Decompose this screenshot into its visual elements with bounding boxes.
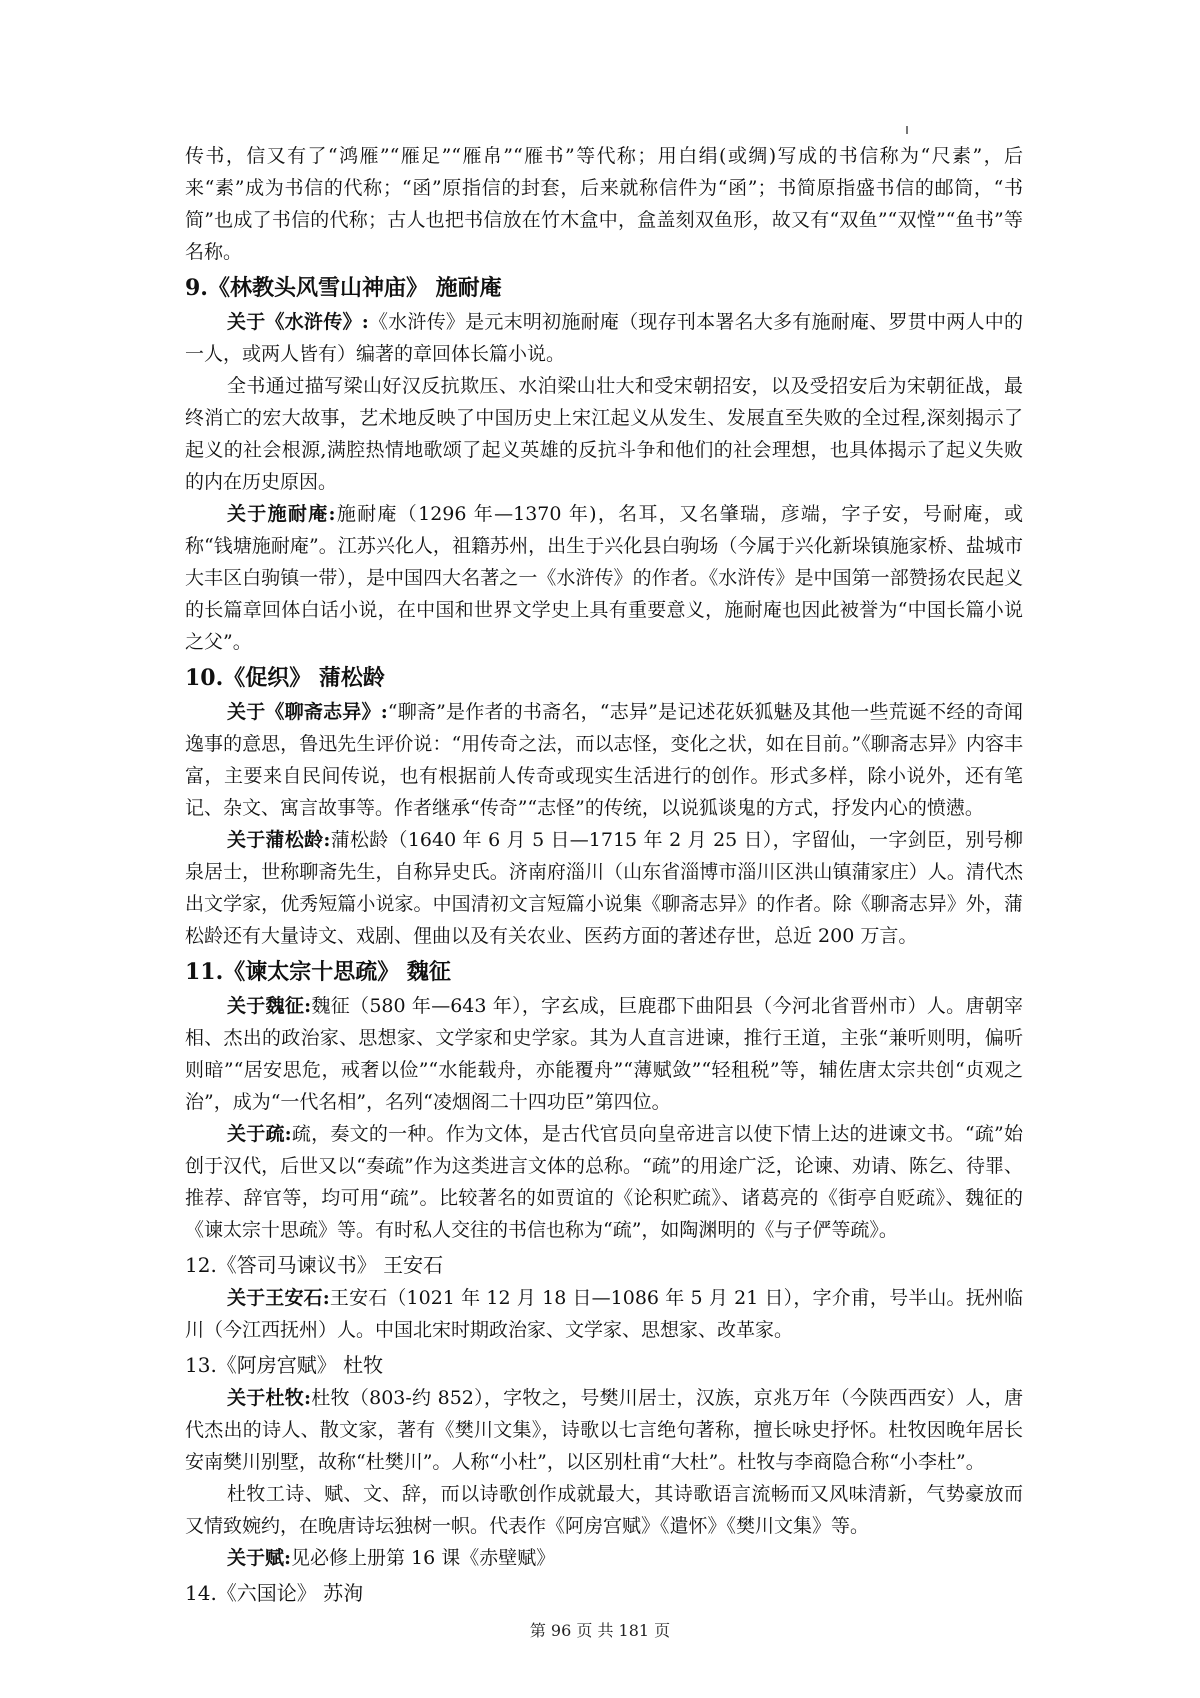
page-footer: 第 96 页 共 181 页: [529, 1621, 671, 1640]
section-10-heading: 10.《促织》 蒲松龄: [185, 665, 385, 691]
section-13: [185, 1348, 1023, 1574]
section-10-para-2: [185, 824, 1023, 952]
para-text: 《水浒传》是元末明初施耐庵（现存刊本署名大多有施耐庵、罗贯中两人中的一人，或两人皆有）编著的章回体长篇小说。: [185, 311, 1023, 365]
para-label: 关于魏征:: [227, 995, 312, 1017]
section-14: [185, 1576, 1023, 1610]
section-9-para-2: 全书通过描写梁山好汉反抗欺压、水泊梁山壮大和受宋朝招安，以及受招安后为宋朝征战，最终消亡的宏大故事，艺术地反映了中国历史上宋江起义从发生、发展直至失败的全过程,深刻揭示了起义的社会根源,满腔热情地歌颂了起义英雄的反抗斗争和他们的社会理想，也具体揭示了起义失败的内在历史原因。: [185, 375, 1023, 493]
para-text: 见必修上册第 16 课《赤壁赋》: [291, 1547, 556, 1569]
section-12-para-1: [185, 1282, 1023, 1346]
continued-paragraph: 传书，信又有了“鸿雁”“雁足”“雁帛”“雁书”等代称；用白绢(或绸)写成的书信称为“尺素”，后来“素”成为书信的代称；“函”原指信的封套，后来就称信件为“函”；书简原指盛书信的邮筒，“书简”也成了书信的代称；古人也把书信放在竹木盒中，盒盖刻双鱼形，故又有“双鱼”“双憆”“鱼书”等名称。: [185, 145, 1023, 263]
section-9: [185, 270, 1023, 658]
para-text: 杜牧（803-约 852），字牧之，号樊川居士，汉族，京兆万年（今陕西西安）人，唐代杰出的诗人、散文家，著有《樊川文集》，诗歌以七言绝句著称，擅长咏史抒怀。杜牧因晚年居长安南樊川别墅，故称“杜樊川”。人称“小杜”，以区别杜甫“大杜”。杜牧与李商隐合称“小李杜”。: [185, 1387, 1023, 1473]
document-page: [185, 140, 1023, 1610]
section-11-heading: 11.《谏太宗十思疏》 魏征: [185, 959, 451, 985]
section-13-para-2: 杜牧工诗、赋、文、辞，而以诗歌创作成就最大，其诗歌语言流畅而又风味清新，气势豪放而又情致婉约，在晚唐诗坛独树一帜。代表作《阿房宫赋》《遣怀》《樊川文集》等。: [185, 1483, 1023, 1537]
section-13-para-3: [185, 1542, 1023, 1574]
section-12: [185, 1248, 1023, 1346]
section-9-para-3: [185, 498, 1023, 658]
section-10-para-1: [185, 696, 1023, 824]
section-13-para-1: [185, 1382, 1023, 1478]
para-text: “聊斋”是作者的书斋名，“志异”是记述花妖狐魅及其他一些荒诞不经的奇闻逸事的意思，鲁迅先生评价说：“用传奇之法，而以志怪，变化之状，如在目前。”《聊斋志异》内容丰富，主要来自民间传说，也有根据前人传奇或现实生活进行的创作。形式多样，除小说外，还有笔记、杂文、寓言故事等。作者继承“传奇”“志怪”的传统，以说狐谈鬼的方式，抒发内心的愤懑。: [185, 701, 1024, 819]
section-14-heading: 14.《六国论》 苏洵: [185, 1581, 364, 1605]
para-label: 关于蒲松龄:: [227, 829, 331, 851]
section-9-heading: 9.《林教头风雪山神庙》 施耐庵: [185, 275, 502, 301]
para-text: 疏，奏文的一种。作为文体，是古代官员向皇帝进言以使下情上达的进谏文书。“疏”始创于汉代，后世又以“奏疏”作为这类进言文体的总称。“疏”的用途广泛，论谏、劝请、陈乞、待罪、推荐、辞官等，均可用“疏”。比较著名的如贾谊的《论积贮疏》、诸葛亮的《街亭自贬疏》、魏征的《谏太宗十思疏》等。有时私人交往的书信也称为“疏”，如陶渊明的《与子俨等疏》。: [185, 1123, 1023, 1241]
section-11-para-1: [185, 990, 1023, 1118]
para-label: 关于王安石:: [227, 1287, 330, 1309]
para-label: 关于赋:: [227, 1547, 292, 1569]
para-label: 关于杜牧:: [227, 1387, 312, 1409]
para-label: 关于《聊斋志异》:: [227, 701, 388, 723]
para-text: 施耐庵（1296 年—1370 年)，名耳，又名肇瑞，彦端，字子安，号耐庵，或称“钱塘施耐庵”。江苏兴化人，祖籍苏州，出生于兴化县白驹场（今属于兴化新垛镇施家桥、盐城市大丰区白驹镇一带），是中国四大名著之一《水浒传》的作者。《水浒传》是中国第一部赞扬农民起义的长篇章回体白话小说，在中国和世界文学史上具有重要意义，施耐庵也因此被誉为“中国长篇小说之父”。: [185, 503, 1024, 653]
para-text: 蒲松龄（1640 年 6 月 5 日—1715 年 2 月 25 日），字留仙，一字剑臣，别号柳泉居士，世称聊斋先生，自称异史氏。济南府淄川（山东省淄博市淄川区洪山镇蒲家庄）人。清代杰出文学家，优秀短篇小说家。中国清初文言短篇小说集《聊斋志异》的作者。除《聊斋志异》外，蒲松龄还有大量诗文、戏剧、俚曲以及有关农业、医药方面的著述存世，总近 200 万言。: [185, 829, 1024, 947]
section-13-heading: 13.《阿房宫赋》 杜牧: [185, 1353, 384, 1377]
para-label: 关于施耐庵:: [227, 503, 336, 525]
section-11: [185, 954, 1023, 1246]
section-10: [185, 660, 1023, 952]
para-text: 王安石（1021 年 12 月 18 日—1086 年 5 月 21 日），字介甫，号半山。抚州临川（今江西抚州）人。中国北宋时期政治家、文学家、思想家、改革家。: [185, 1287, 1023, 1341]
para-label: 关于《水浒传》:: [227, 311, 369, 333]
section-12-heading: 12.《答司马谏议书》 王安石: [185, 1253, 444, 1277]
section-9-para-1: [185, 306, 1023, 370]
para-text: 魏征（580 年—643 年），字玄成，巨鹿郡下曲阳县（今河北省晋州市）人。唐朝宰相、杰出的政治家、思想家、文学家和史学家。其为人直言进谏，推行王道，主张“兼听则明，偏听则暗”“居安思危，戒奢以俭”“水能载舟，亦能覆舟”“薄赋敛”“轻租税”等，辅佐唐太宗共创“贞观之治”，成为“一代名相”，名列“凌烟阁二十四功臣”第四位。: [185, 995, 1023, 1113]
section-11-para-2: [185, 1118, 1023, 1246]
para-label: 关于疏:: [227, 1123, 292, 1145]
corner-mark: [906, 126, 908, 134]
